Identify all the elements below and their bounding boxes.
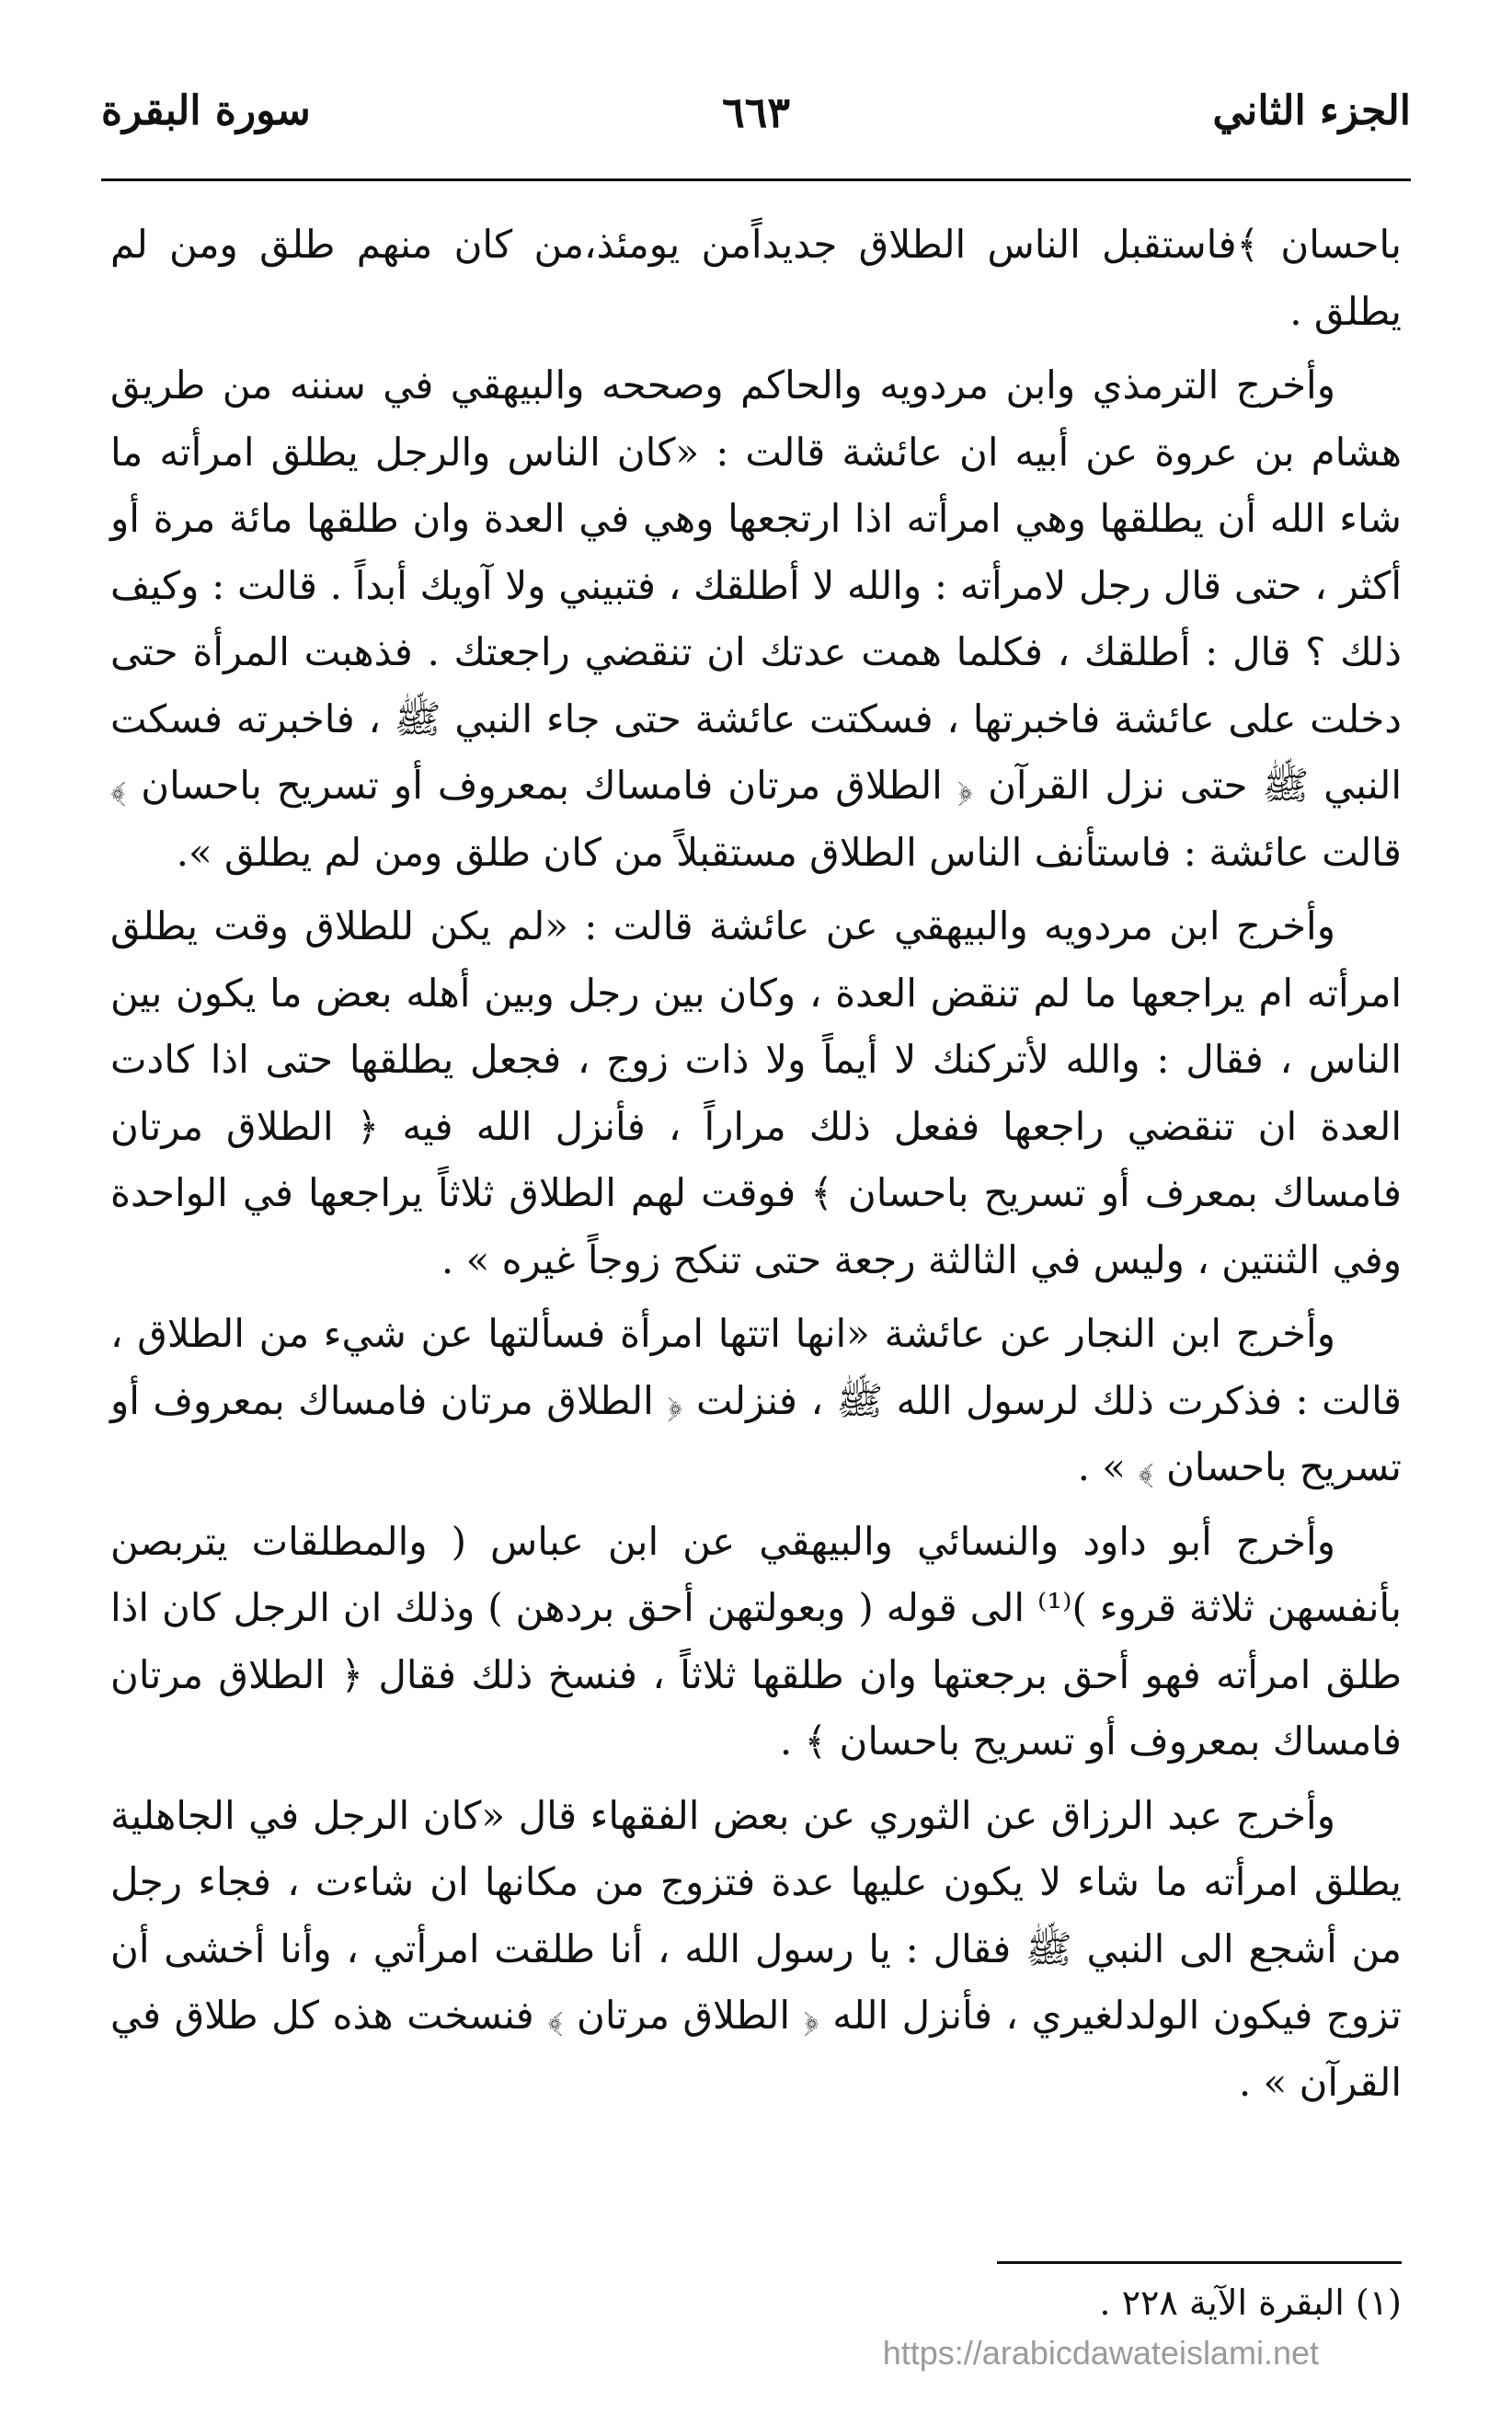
part-label: الجزء الثاني [1212,87,1411,134]
paragraph: وأخرج عبد الرزاق عن الثوري عن بعض الفقهاء قال «كان الرجل في الجاهلية يطلق امرأته ما شاء لا يكون عليها عدة فتزوج من مكانها ان شاءت ، فجاء رجل من أشجع الى النبي ﷺ فقال : يا رسول الله ، أنا طلقت امرأتي ، وأنا أخشى أن تزوج فيكون الولدلغيري ، فأنزل الله ﴿ الطلاق مرتان ﴾ فنسخت هذه كل طلاق في القرآن » . [110,1792,1402,2105]
main-text [110,212,1402,2123]
footnote-divider [997,2261,1402,2264]
paragraph: وأخرج الترمذي وابن مردويه والحاكم وصححه والبيهقي في سننه من طريق هشام بن عروة عن أبيه ان عائشة قالت : «كان الناس والرجل يطلق امرأته ما شاء الله أن يطلقها وهي امرأته اذا ارتجعها وهي في العدة وان طلقها مائة مرة أو أكثر ، حتى قال رجل لامرأته : والله لا أطلقك ، فتبيني ولا آويك أبداً . قالت : وكيف ذلك ؟ قال : أطلقك ، فكلما همت عدتك ان تنقضي راجعتك . فذهبت المرأة حتى دخلت على عائشة فاخبرتها ، فسكتت عائشة حتى جاء النبي ﷺ ، فاخبرته فسكت النبي ﷺ حتى نزل القرآن ﴿ الطلاق مرتان فامساك بمعروف أو تسريح باحسان ﴾ قالت عائشة : فاستأنف الناس الطلاق مستقبلاً من كان طلق ومن لم يطلق ». [110,362,1402,875]
surah-label: سورة البقرة [101,87,311,134]
header-divider [101,178,1411,181]
page-header [101,87,1411,161]
page-number: ٦٦٣ [721,87,791,137]
watermark-url: https://arabicdawateislami.net [882,2334,1319,2372]
paragraph: وأخرج ابن النجار عن عائشة «انها اتتها امرأة فسألتها عن شيء من الطلاق ، قالت : فذكرت ذلك لرسول الله ﷺ ، فنزلت ﴿ الطلاق مرتان فامساك بمعروف أو تسريح باحسان ﴾ » . [110,1311,1402,1489]
paragraph: وأخرج أبو داود والنسائي والبيهقي عن ابن عباس ( والمطلقات يتربصن بأنفسهن ثلاثة قروء )⁽¹⁾ الى قوله ( وبعولتهن أحق بردهن ) وذلك ان الرجل كان اذا طلق امرأته فهو أحق برجعتها وان طلقها ثلاثاً ، فنسخ ذلك فقال ﴿ الطلاق مرتان فامساك بمعروف أو تسريح باحسان ﴾ . [110,1518,1402,1764]
footnote: (١) البقرة الآية ٢٢٨ . [1099,2282,1402,2323]
paragraph-continuation: باحسان ﴾فاستقبل الناس الطلاق جديداًمن يومئذ،من كان منهم طلق ومن لم يطلق . [110,222,1402,334]
paragraph: وأخرج ابن مردويه والبيهقي عن عائشة قالت : «لم يكن للطلاق وقت يطلق امرأته ام يراجعها ما لم تنقض العدة ، وكان بين رجل وبين أهله بعض ما يكون بين الناس ، فقال : والله لأتركنك لا أيماً ولا ذات زوج ، فجعل يطلقها حتى اذا كادت العدة ان تنقضي راجعها ففعل ذلك مراراً ، فأنزل الله فيه ﴿ الطلاق مرتان فامساك بمعرف أو تسريح باحسان ﴾ فوقت لهم الطلاق ثلاثاً يراجعها في الواحدة وفي الثنتين ، وليس في الثالثة رجعة حتى تنكح زوجاً غيره » . [110,903,1402,1282]
